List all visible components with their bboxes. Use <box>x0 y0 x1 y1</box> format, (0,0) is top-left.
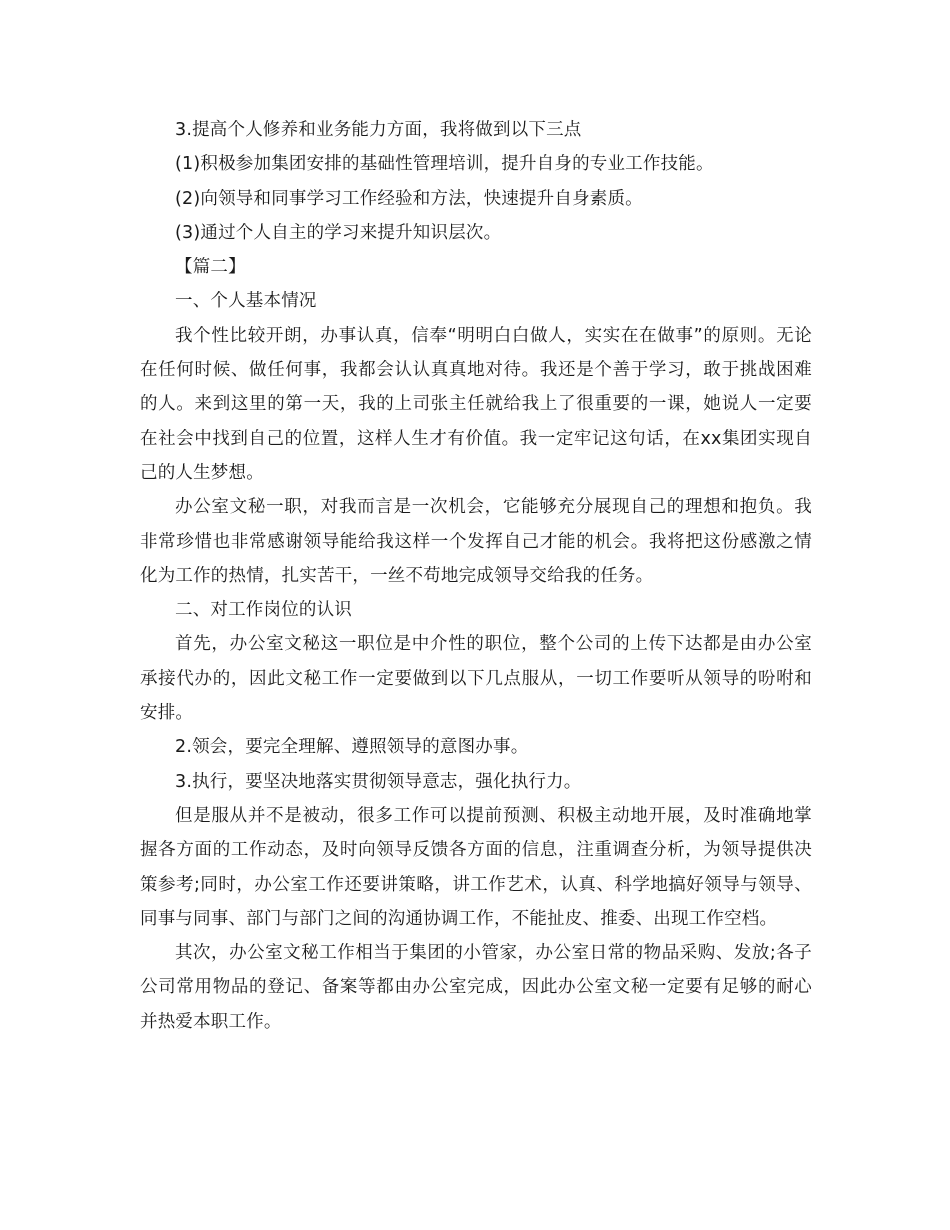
paragraph-execute: 3.执行，要坚决地落实贯彻领导意志，强化执行力。 <box>175 771 582 792</box>
paragraph-opportunity: 办公室文秘一职，对我而言是一次机会，它能够充分展现自己的理想和抱负。我非常珍惜也非常感谢领导能给我这样一个发挥自己才能的机会。我将把这份感激之情化为工作的热情，扎实苦干，一丝不苟地完成领导交给我的任务。 <box>140 497 812 586</box>
paragraph-item-2: (2)向领导和同事学习工作经验和方法，快速提升自身素质。 <box>175 188 643 209</box>
heading-basic-info: 一、个人基本情况 <box>175 291 317 312</box>
paragraph-improve-heading: 3.提高个人修养和业务能力方面，我将做到以下三点 <box>175 120 582 140</box>
heading-job-understanding: 二、对工作岗位的认识 <box>175 600 352 621</box>
paragraph-second: 其次，办公室文秘工作相当于集团的小管家，办公室日常的物品采购、发放;各子公司常用物品的登记、备案等都由办公室完成，因此办公室文秘一定要有足够的耐心并热爱本职工作。 <box>140 943 812 1032</box>
paragraph-item-1: (1)积极参加集团安排的基础性管理培训，提升自身的专业工作技能。 <box>175 154 714 175</box>
section-title-part-two: 【篇二】 <box>175 257 246 278</box>
document-body <box>140 113 812 1039</box>
paragraph-proactive: 但是服从并不是被动，很多工作可以提前预测、积极主动地开展，及时准确地掌握各方面的工作动态，及时向领导反馈各方面的信息，注重调查分析，为领导提供决策参考;同时，办公室工作还要讲策略，讲工作艺术，认真、科学地搞好领导与领导、同事与同事、部门与部门之间的沟通协调工作，不能扯皮、推委、出现工作空档。 <box>140 805 812 929</box>
paragraph-first: 首先，办公室文秘这一职位是中介性的职位，整个公司的上传下达都是由办公室承接代办的，因此文秘工作一定要做到以下几点服从，一切工作要听从领导的吩咐和安排。 <box>140 634 812 724</box>
paragraph-personality: 我个性比较开朗，办事认真，信奉“明明白白做人，实实在在做事”的原则。无论在任何时候、做任何事，我都会认认真真地对待。我还是个善于学习，敢于挑战困难的人。来到这里的第一天，我的上司张主任就给我上了很重要的一课，她说人一定要在社会中找到自己的位置，这样人生才有价值。我一定牢记这句话，在xx集团实现自己的人生梦想。 <box>140 325 812 483</box>
paragraph-item-3: (3)通过个人自主的学习来提升知识层次。 <box>175 222 502 243</box>
paragraph-comprehend: 2.领会，要完全理解、遵照领导的意图办事。 <box>175 737 529 758</box>
